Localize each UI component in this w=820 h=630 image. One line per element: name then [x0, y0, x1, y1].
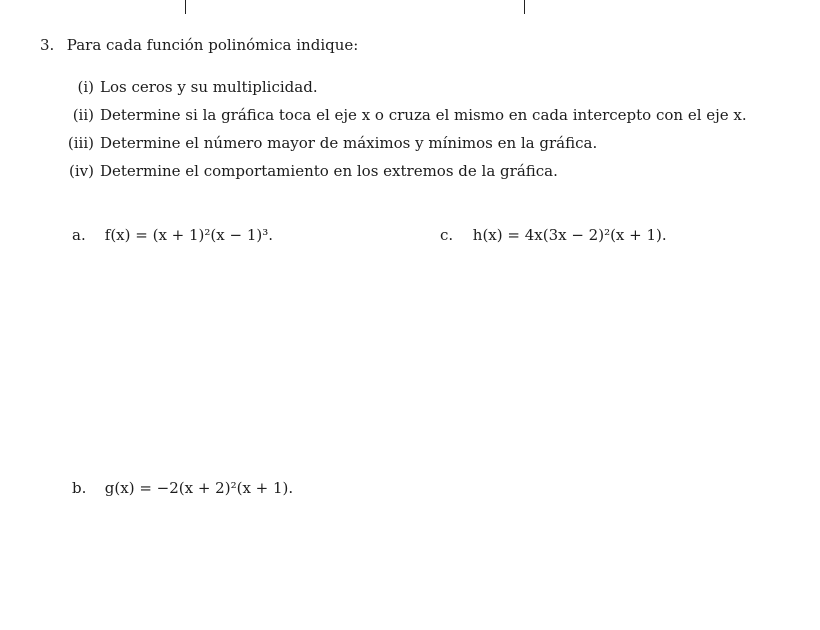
item-a-letter: a. — [72, 226, 86, 244]
instruction-text: Los ceros y su multiplicidad. — [100, 78, 318, 96]
instruction-label: (ii) — [72, 106, 94, 124]
problem-heading — [40, 34, 358, 56]
item-b-expression: g(x) = −2(x + 2)²(x + 1). — [104, 479, 294, 497]
page-top-rule-left — [185, 0, 186, 14]
item-a — [72, 224, 273, 246]
page-top-rule-right — [524, 0, 525, 14]
item-c-letter: c. — [440, 226, 454, 244]
instruction-text: Determine si la gráfica toca el eje x o cruza el mismo en cada intercepto con el eje x. — [100, 106, 747, 124]
item-b-letter: b. — [72, 479, 87, 497]
problem-number: 3. — [40, 36, 55, 54]
item-c-expression: h(x) = 4x(3x − 2)²(x + 1). — [472, 226, 667, 244]
instruction-text: Determine el número mayor de máximos y mínimos en la gráfica. — [100, 134, 598, 152]
item-b — [72, 477, 293, 499]
item-c — [440, 224, 667, 246]
item-a-expression: f(x) = (x + 1)²(x − 1)³. — [104, 226, 274, 244]
instruction-text: Determine el comportamiento en los extremos de la gráfica. — [100, 162, 558, 180]
instruction-label: (iii) — [67, 134, 94, 152]
instruction-label: (iv) — [69, 162, 94, 180]
instruction-label: (i) — [77, 78, 94, 96]
problem-statement: Para cada función polinómica indique: — [66, 36, 359, 54]
